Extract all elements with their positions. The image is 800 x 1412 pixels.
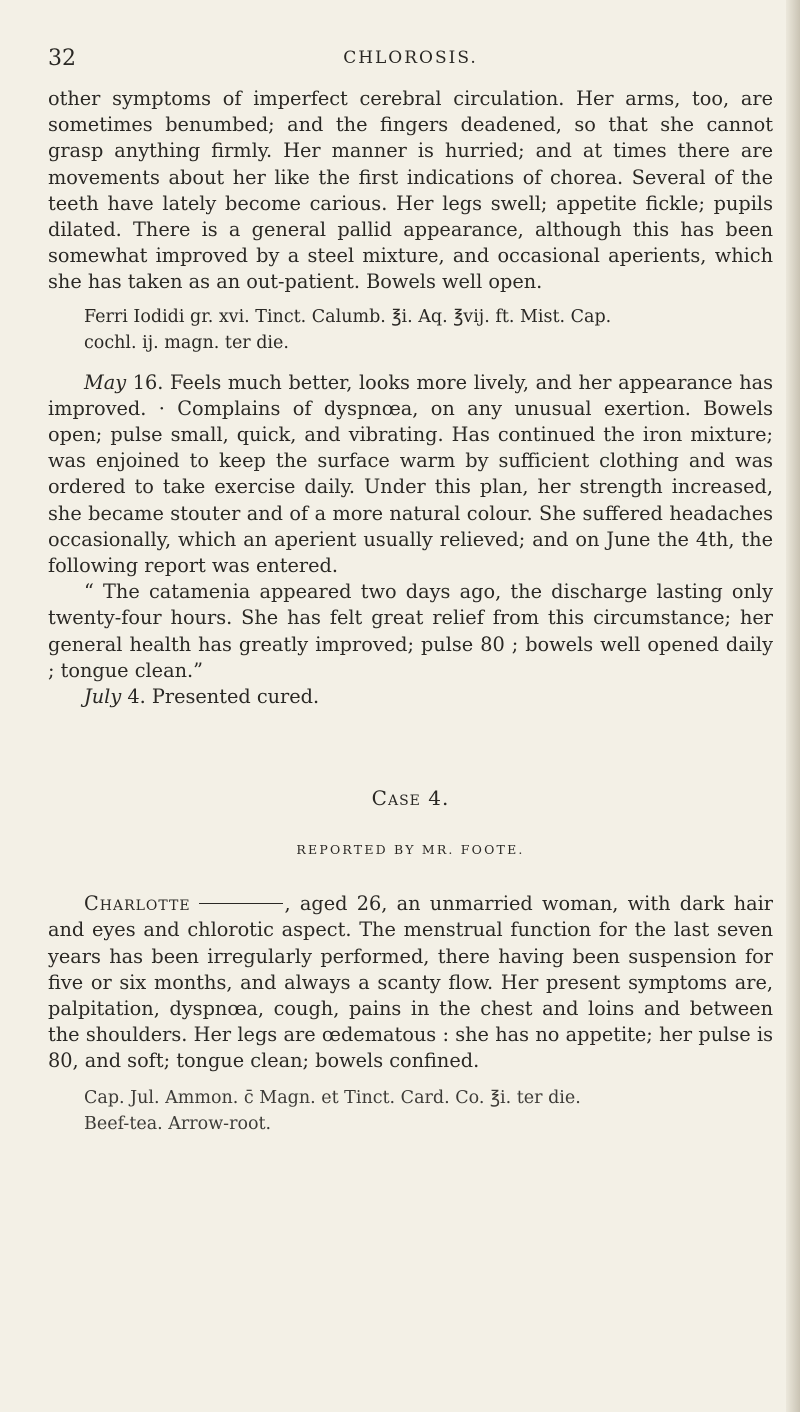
page-header — [48, 46, 773, 76]
prescription-1-line-1: Ferri Iodidi gr. xvi. Tinct. Calumb. ℥i. Aq. ℥vij. ft. Mist. Cap. — [84, 306, 612, 327]
page-number: 32 — [48, 46, 76, 71]
prescription-2-line-1: Cap. Jul. Ammon. c̄ Magn. et Tinct. Card. Co. ℥i. ter die. — [84, 1087, 581, 1108]
case-4-text: , aged 26, an unmarried woman, with dark hair and eyes and chlorotic aspect. The menstrual function for the last seven years has been irregularly performed, there having been suspension for five or six months, and always a scanty flow. Her present symptoms are, palpitation, dyspnœa, cough, pains in the chest and loins and between the shoulders. Her legs are œdematous : she has no appetite; her pulse is 80, and soft; tongue clean; bowels confined. — [48, 892, 773, 1073]
prescription-2 — [48, 1085, 773, 1137]
date-july: July — [84, 685, 122, 709]
running-title: CHLOROSIS. — [343, 48, 478, 68]
prescription-1 — [48, 304, 773, 356]
paragraph-quote-report: “ The catamenia appeared two days ago, the discharge lasting only twenty-four hours. She has felt great relief from this circumstance; her general health has greatly improved; pulse 80 ; bowels well opened daily ; tongue clean.” — [48, 580, 773, 682]
prescription-2-line-2: Beef-tea. Arrow-root. — [84, 1113, 272, 1134]
paragraph-case-4 — [48, 891, 773, 1074]
paragraph-july-4 — [48, 684, 773, 710]
case-title: Case 4. — [371, 786, 450, 811]
may-16-text: 16. Feels much better, looks more lively, and her appearance has improved. · Complains of dyspnœa, on any unusual exertion. Bowels open; pulse small, quick, and vibrating. Has continued the iron mixture; was enjoined to keep the surface warm by sufficient clothing and was ordered to take exercise daily. Under this plan, her strength increased, she became stouter and of a more natural colour. She suffered headaches occasionally, which an aperient usually relieved; and on June the 4th, the following report was entered. — [48, 370, 773, 578]
page-body — [48, 86, 773, 1137]
page-edge — [786, 0, 800, 1412]
paragraph-may-16 — [48, 370, 773, 580]
name-redaction-rule — [199, 903, 283, 904]
july-4-text: 4. Presented cured. — [121, 685, 320, 709]
date-may: May — [84, 370, 127, 394]
patient-name: Charlotte — [84, 892, 191, 916]
prescription-1-line-2: cochl. ij. magn. ter die. — [84, 332, 289, 353]
case-reporter: REPORTED BY MR. FOOTE. — [296, 842, 525, 858]
paragraph-symptoms: other symptoms of imperfect cerebral circulation. Her arms, too, are sometimes benumbed; and the fingers deadened, so that she cannot grasp anything firmly. Her manner is hurried; and at times there are movements about her like the first indications of chorea. Several of the teeth have lately become carious. Her legs swell; appetite fickle; pupils dilated. There is a general pallid appearance, although this has been somewhat improved by a steel mixture, and occasional aperients, which she has taken as an out-patient. Bowels well open. — [48, 87, 773, 294]
